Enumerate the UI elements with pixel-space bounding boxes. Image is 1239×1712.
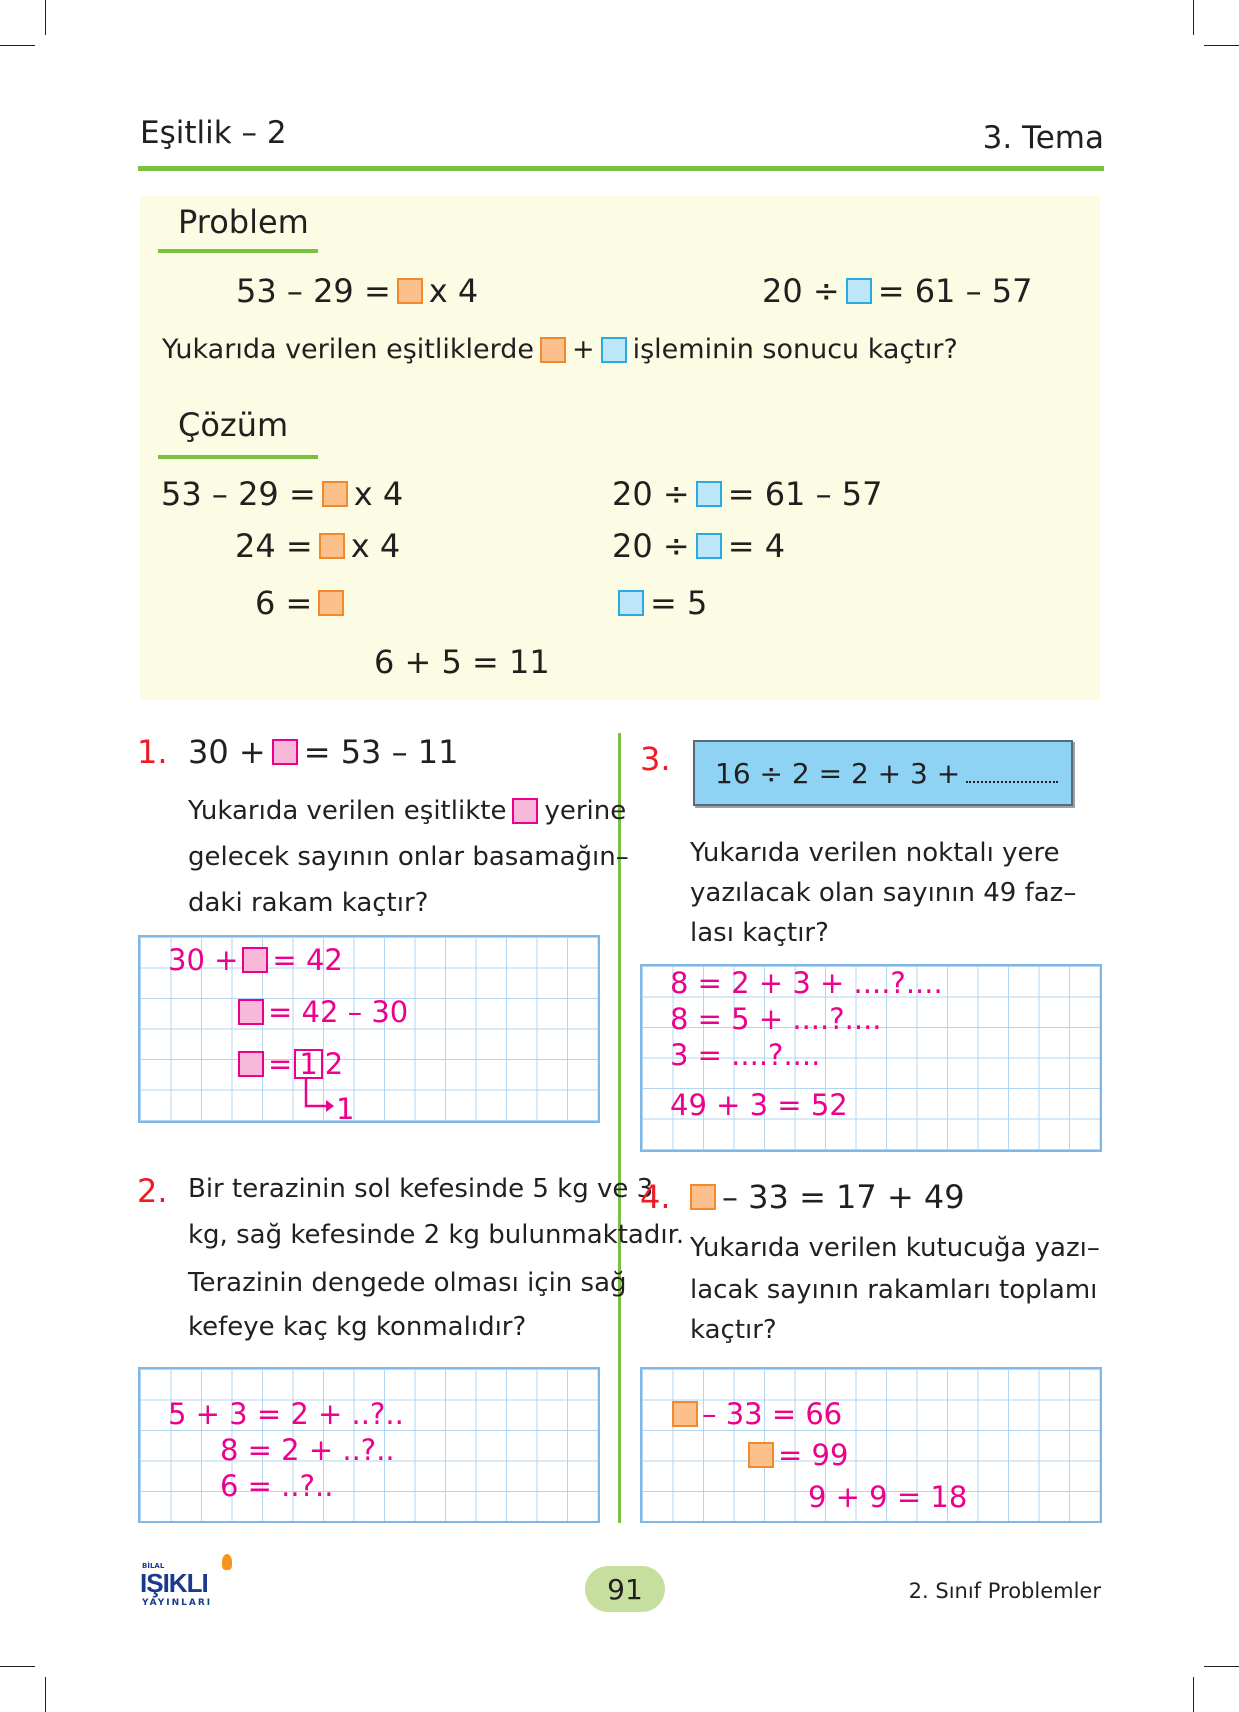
equation-text: 20 ÷ [612, 527, 690, 565]
q4-text-line: Yukarıda verilen kutucuğa yazı– [690, 1233, 1100, 1263]
solution-left-line [255, 584, 350, 622]
work-text: 2 [324, 1047, 344, 1081]
question-number: 3. [640, 740, 671, 778]
equation-text: 16 ÷ 2 = 2 + 3 + [715, 756, 961, 790]
orange-box-icon [690, 1184, 716, 1210]
q3-text-line: lası kaçtır? [690, 918, 829, 948]
blue-box-icon [846, 278, 872, 304]
q1-text-line [188, 796, 626, 826]
pink-box-icon [238, 999, 264, 1025]
arrow-icon [300, 1078, 340, 1114]
q1-work-line [234, 1047, 343, 1081]
blue-box-icon [696, 533, 722, 559]
question-text: yerine [544, 796, 627, 826]
q4-text-line: lacak sayının rakamları toplamı [690, 1275, 1098, 1305]
publisher-logo [140, 1554, 244, 1614]
question-text: işleminin sonucu kaçtır? [632, 334, 958, 365]
problem-question [162, 334, 958, 365]
pink-box-icon [272, 739, 298, 765]
question-number: 4. [640, 1178, 671, 1216]
q1-text-line: daki rakam kaçtır? [188, 888, 429, 918]
q3-work-line: 3 = ....?.... [670, 1038, 821, 1072]
equation-text: 6 = [255, 584, 313, 622]
orange-box-icon [322, 481, 348, 507]
crop-mark [0, 1666, 35, 1667]
q4-work-line [744, 1438, 848, 1472]
book-title: 2. Sınıf Problemler [908, 1579, 1101, 1603]
crop-mark [45, 0, 46, 35]
theme-label: 3. Tema [982, 120, 1104, 156]
question-text: Yukarıda verilen eşitliklerde [162, 334, 534, 365]
solution-result: 6 + 5 = 11 [374, 643, 550, 681]
equation-text: 30 + [188, 733, 266, 771]
work-text: = [268, 1047, 293, 1081]
boxed-digit: 1 [294, 1049, 322, 1079]
page-number: 91 [585, 1566, 665, 1612]
question-number: 1. [137, 733, 168, 771]
q2-text-line: Terazinin dengede olması için sağ [188, 1268, 627, 1298]
work-text: = 42 – 30 [268, 995, 409, 1029]
q2-work-line: 5 + 3 = 2 + ..?.. [168, 1397, 404, 1431]
equation-text: = 5 [650, 584, 708, 622]
solution-right-line [612, 475, 882, 513]
blue-box-icon [696, 481, 722, 507]
equation-text: 53 – 29 = [161, 475, 316, 513]
q2-text-line: Bir terazinin sol kefesinde 5 kg ve 3 [188, 1174, 654, 1204]
question-number: 2. [137, 1172, 168, 1210]
q2-text-line: kg, sağ kefesinde 2 kg bulunmaktadır. [188, 1220, 685, 1250]
question-text: Yukarıda verilen eşitlikte [188, 796, 507, 826]
q4-work-line: 9 + 9 = 18 [808, 1480, 968, 1514]
solution-left-line [161, 475, 403, 513]
q4-work-line [668, 1397, 842, 1431]
q3-text-line: Yukarıda verilen noktalı yere [690, 838, 1060, 868]
solution-heading-underline [158, 455, 318, 459]
crop-mark [45, 1677, 46, 1712]
problem-equation-left [236, 272, 478, 310]
crop-mark [1204, 45, 1239, 46]
q3-work-line: 8 = 2 + 3 + ....?.... [670, 966, 943, 1000]
torch-icon [222, 1554, 232, 1570]
equation-text: = 61 – 57 [727, 475, 883, 513]
orange-box-icon [672, 1401, 698, 1427]
orange-box-icon [319, 533, 345, 559]
publisher-subtitle: YAYINLARI [142, 1598, 213, 1608]
q4-text-line: kaçtır? [690, 1315, 777, 1345]
equation-text: = 53 – 11 [303, 733, 459, 771]
equation-text: 20 ÷ [762, 272, 840, 310]
header-rule [138, 166, 1104, 171]
publisher-name: IŞIKLI [140, 1568, 208, 1598]
orange-box-icon [748, 1442, 774, 1468]
problem-heading: Problem [178, 203, 309, 241]
equation-text: = 61 – 57 [877, 272, 1033, 310]
work-text: = 99 [778, 1438, 849, 1472]
q2-work-line: 6 = ..?.. [220, 1469, 334, 1503]
solution-right-line [612, 527, 785, 565]
dotted-blank [966, 763, 1058, 783]
equation-text: 20 ÷ [612, 475, 690, 513]
crop-mark [0, 45, 35, 46]
equation-text: x 4 [428, 272, 479, 310]
crop-mark [1204, 1666, 1239, 1667]
equation-text: 53 – 29 = [236, 272, 391, 310]
orange-box-icon [397, 278, 423, 304]
equation-text: x 4 [353, 475, 404, 513]
work-text: = 42 [272, 943, 343, 977]
equation-text: 24 = [235, 527, 313, 565]
publisher-small-text: BİLAL [142, 1562, 165, 1570]
equation-text: = 4 [727, 527, 786, 565]
q1-text-line: gelecek sayının onlar basamağın– [188, 842, 629, 872]
arrow-label: 1 [336, 1092, 355, 1126]
problem-heading-underline [158, 249, 318, 253]
equation-text: x 4 [350, 527, 401, 565]
crop-mark [1193, 1677, 1194, 1712]
pink-box-icon [238, 1051, 264, 1077]
blue-box-icon [618, 590, 644, 616]
q1-work-line [234, 995, 408, 1029]
q4-equation [684, 1178, 965, 1216]
page-title: Eşitlik – 2 [140, 115, 287, 151]
q3-equation-box [693, 740, 1073, 806]
plus-sign: + [571, 334, 595, 365]
orange-box-icon [318, 590, 344, 616]
crop-mark [1193, 0, 1194, 35]
q1-work-line [168, 943, 343, 977]
q3-work-line: 49 + 3 = 52 [670, 1088, 848, 1122]
blue-box-icon [601, 337, 627, 363]
q2-text-line: kefeye kaç kg konmalıdır? [188, 1312, 527, 1342]
q3-text-line: yazılacak olan sayının 49 faz– [690, 878, 1077, 908]
equation-text: – 33 = 17 + 49 [722, 1178, 965, 1216]
work-text: – 33 = 66 [702, 1397, 843, 1431]
q3-work-line: 8 = 5 + ....?.... [670, 1002, 882, 1036]
work-text: 30 + [168, 943, 239, 977]
orange-box-icon [540, 337, 566, 363]
solution-right-line [612, 584, 707, 622]
pink-box-icon [512, 798, 538, 824]
q2-work-line: 8 = 2 + ..?.. [220, 1433, 395, 1467]
problem-equation-right [762, 272, 1032, 310]
solution-left-line [235, 527, 400, 565]
q1-equation [188, 733, 458, 771]
pink-box-icon [242, 947, 268, 973]
solution-heading: Çözüm [178, 406, 289, 444]
